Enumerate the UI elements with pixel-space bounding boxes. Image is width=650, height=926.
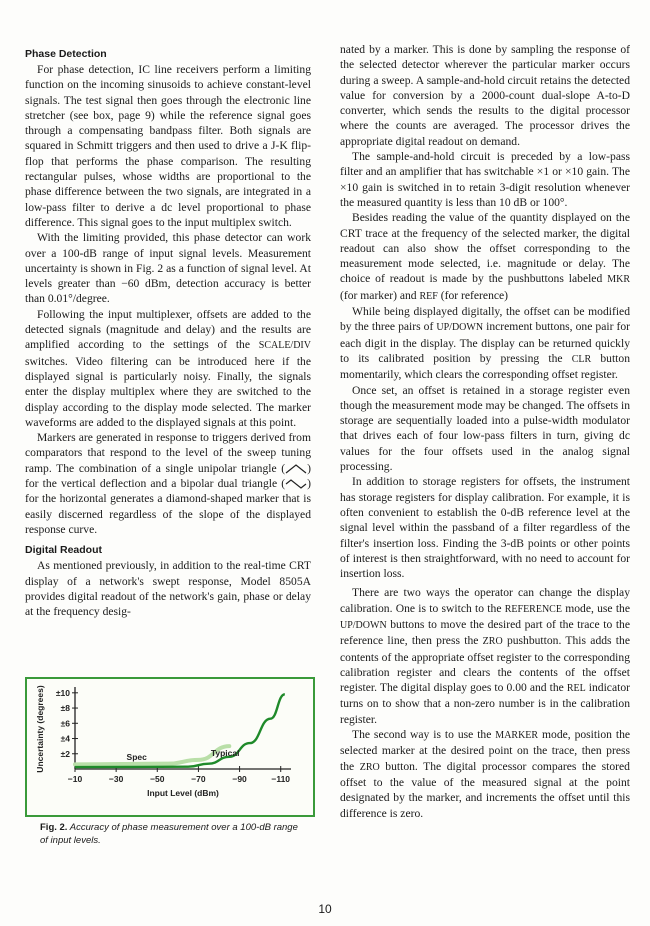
y-tick-label: ±10	[55, 687, 70, 698]
paragraph: Following the input multiplexer, offsets are added to the detected signals (magnitude and delay) and the results are amplified according to the settings of the SCALE/DIV switches. Video filtering can be introduced here if the displayed signal is particularly noisy. Finally, the signals enter the display multiplex where they are switched to the display according to the display mode selected. The marker waveforms are added to the displayed signals at this point.	[25, 307, 311, 429]
series-label-spec: Spec	[126, 752, 147, 763]
x-tick-label: −110	[271, 774, 291, 784]
scale-div-label: SCALE/DIV	[258, 340, 311, 352]
y-tick-label: ±4	[60, 733, 70, 744]
left-column	[25, 48, 311, 619]
paragraph: Besides reading the value of the quantity displayed on the CRT trace at the frequency of the selected marker, the digital readout can also show the offset corresponding to the measurement mode selected, i.e. magnitude or delay. The choice of readout is made by the pushbuttons labeled MKR (for marker) and REF (for reference)	[340, 211, 630, 302]
paragraph: As mentioned previously, in addition to the real-time CRT display of a network's swept response, Model 8505A provides digital readout of the network's gain, phase or delay at the frequency desig-	[25, 559, 311, 619]
y-tick-label: ±2	[60, 748, 70, 759]
paragraph: nated by a marker. This is done by sampling the response of the selected detector wherever the particular marker occurs during a sweep. A sample-and-hold circuit retains the detected value for conversion by a 2000-count dual-slope A-to-D converter, which sends the results to the digital processor where the counts are averaged. The processor drives the appropriate digital readout on demand.	[340, 43, 630, 148]
y-axis-label: Uncertainty (degrees)	[35, 685, 45, 773]
section-heading-digital-readout: Digital Readout	[25, 544, 103, 557]
y-tick-label: ±6	[60, 718, 70, 729]
bipolar-triangle-icon	[285, 479, 307, 489]
x-axis-label: Input Level (dBm)	[147, 788, 219, 798]
figure-2-chart	[25, 677, 315, 817]
right-column	[340, 42, 630, 821]
y-tick-label: ±8	[60, 703, 70, 714]
x-tick-label: −70	[191, 774, 206, 784]
figure-caption: Fig. 2. Accuracy of phase measurement over a 100-dB range of input levels.	[40, 822, 298, 846]
paragraph: The second way is to use the MARKER mode, position the selected marker at the desired point on the trace, then press the ZRO button. The digital processor compares the stored offset to the value of the measured signal at the point designated by the marker, and increments the offset until this difference is zero.	[340, 728, 631, 820]
paragraph: For phase detection, IC line receivers perform a limiting function on the incoming sinusoids to achieve constant-level signals. The test signal then goes through the electronic line stretcher (see box, page 9) while the reference signal goes through a compensating bandpass filter. Both signals are squared in Schmitt triggers and then used to drive a J-K flip-flop that performs the phase comparison. The resulting rectangular pulses, whose widths are proportional to the phase difference between the two signals, are integrated in a low-pass filter to derive a dc level proportional to phase difference. This signal goes to the input multiplex switch.	[25, 63, 311, 229]
paragraph: While being displayed digitally, the offset can be modified by the three pairs of UP/DOWN increment buttons, one pair for each digit in the display. The display can be returned quickly to its calibrated position by pressing the CLR button momentarily, which clears the corresponding offset register.	[340, 305, 631, 382]
paragraph: In addition to storage registers for offsets, the instrument has storage registers for display calibration. For example, it is often convenient to establish the 0-dB reference level at the signal level within the passband of a filter regardless of the filter's insertion loss. Finding the 3-dB points or other points of interest is then straightforward, with no need to account for insertion loss.	[340, 475, 630, 581]
paragraph: There are two ways the operator can change the display calibration. One is to switch to the REFERENCE mode, use the UP/DOWN buttons to move the desired part of the trace to the reference line, then press the ZRO pushbutton. This adds the contents of the appropriate offset register to the corresponding calibration register and clears the contents of the offset register. The digital display goes to 0.00 and the REL indicator turns on to show that a non-zero number is in the calibration register.	[340, 586, 631, 726]
section-heading-phase-detection: Phase Detection	[25, 48, 107, 60]
paragraph: Once set, an offset is retained in a storage register even though the measurement mode may be changed. The offsets in storage are sequentially loaded into a pulse-width modulator that drives each of four low-pass filters in turn, giving dc values for the four offsets used in the analog signal processing.	[340, 383, 630, 474]
page-number: 10	[318, 902, 332, 916]
x-tick-label: −90	[232, 774, 247, 784]
x-tick-label: −50	[150, 774, 165, 784]
paragraph: With the limiting provided, this phase detector can work over a 100-dB range of input signal levels. Measurement uncertainty is shown in Fig. 2 as a function of signal level. At levels greater than −60 dBm, detection accuracy is better than 0.01°/degree.	[25, 231, 311, 306]
paragraph: The sample-and-hold circuit is preceded by a low-pass filter and an amplifier that has switchable ×1 or ×10 gain. The ×10 gain is switched in to retain 3-digit resolution whenever the measured quantity is less than 10 dB or 100°.	[340, 150, 630, 209]
series-line-typical	[75, 694, 285, 767]
paragraph: Markers are generated in response to triggers derived from comparators that respond to the level of the sweep tuning ramp. The combination of a single unipolar triangle ( ) for the vertical deflection and a bipolar dual triangle ( ) for the horizontal generates a diamond-shaped marker that is easily discerned regardless of the slope of the displayed response curve.	[25, 431, 311, 536]
uncertainty-chart	[27, 679, 313, 815]
series-line-spec	[75, 746, 229, 764]
x-tick-label: −10	[67, 774, 83, 784]
unipolar-triangle-icon	[285, 464, 307, 474]
x-tick-label: −30	[108, 774, 124, 784]
series-label-typical: Typical	[210, 748, 240, 759]
